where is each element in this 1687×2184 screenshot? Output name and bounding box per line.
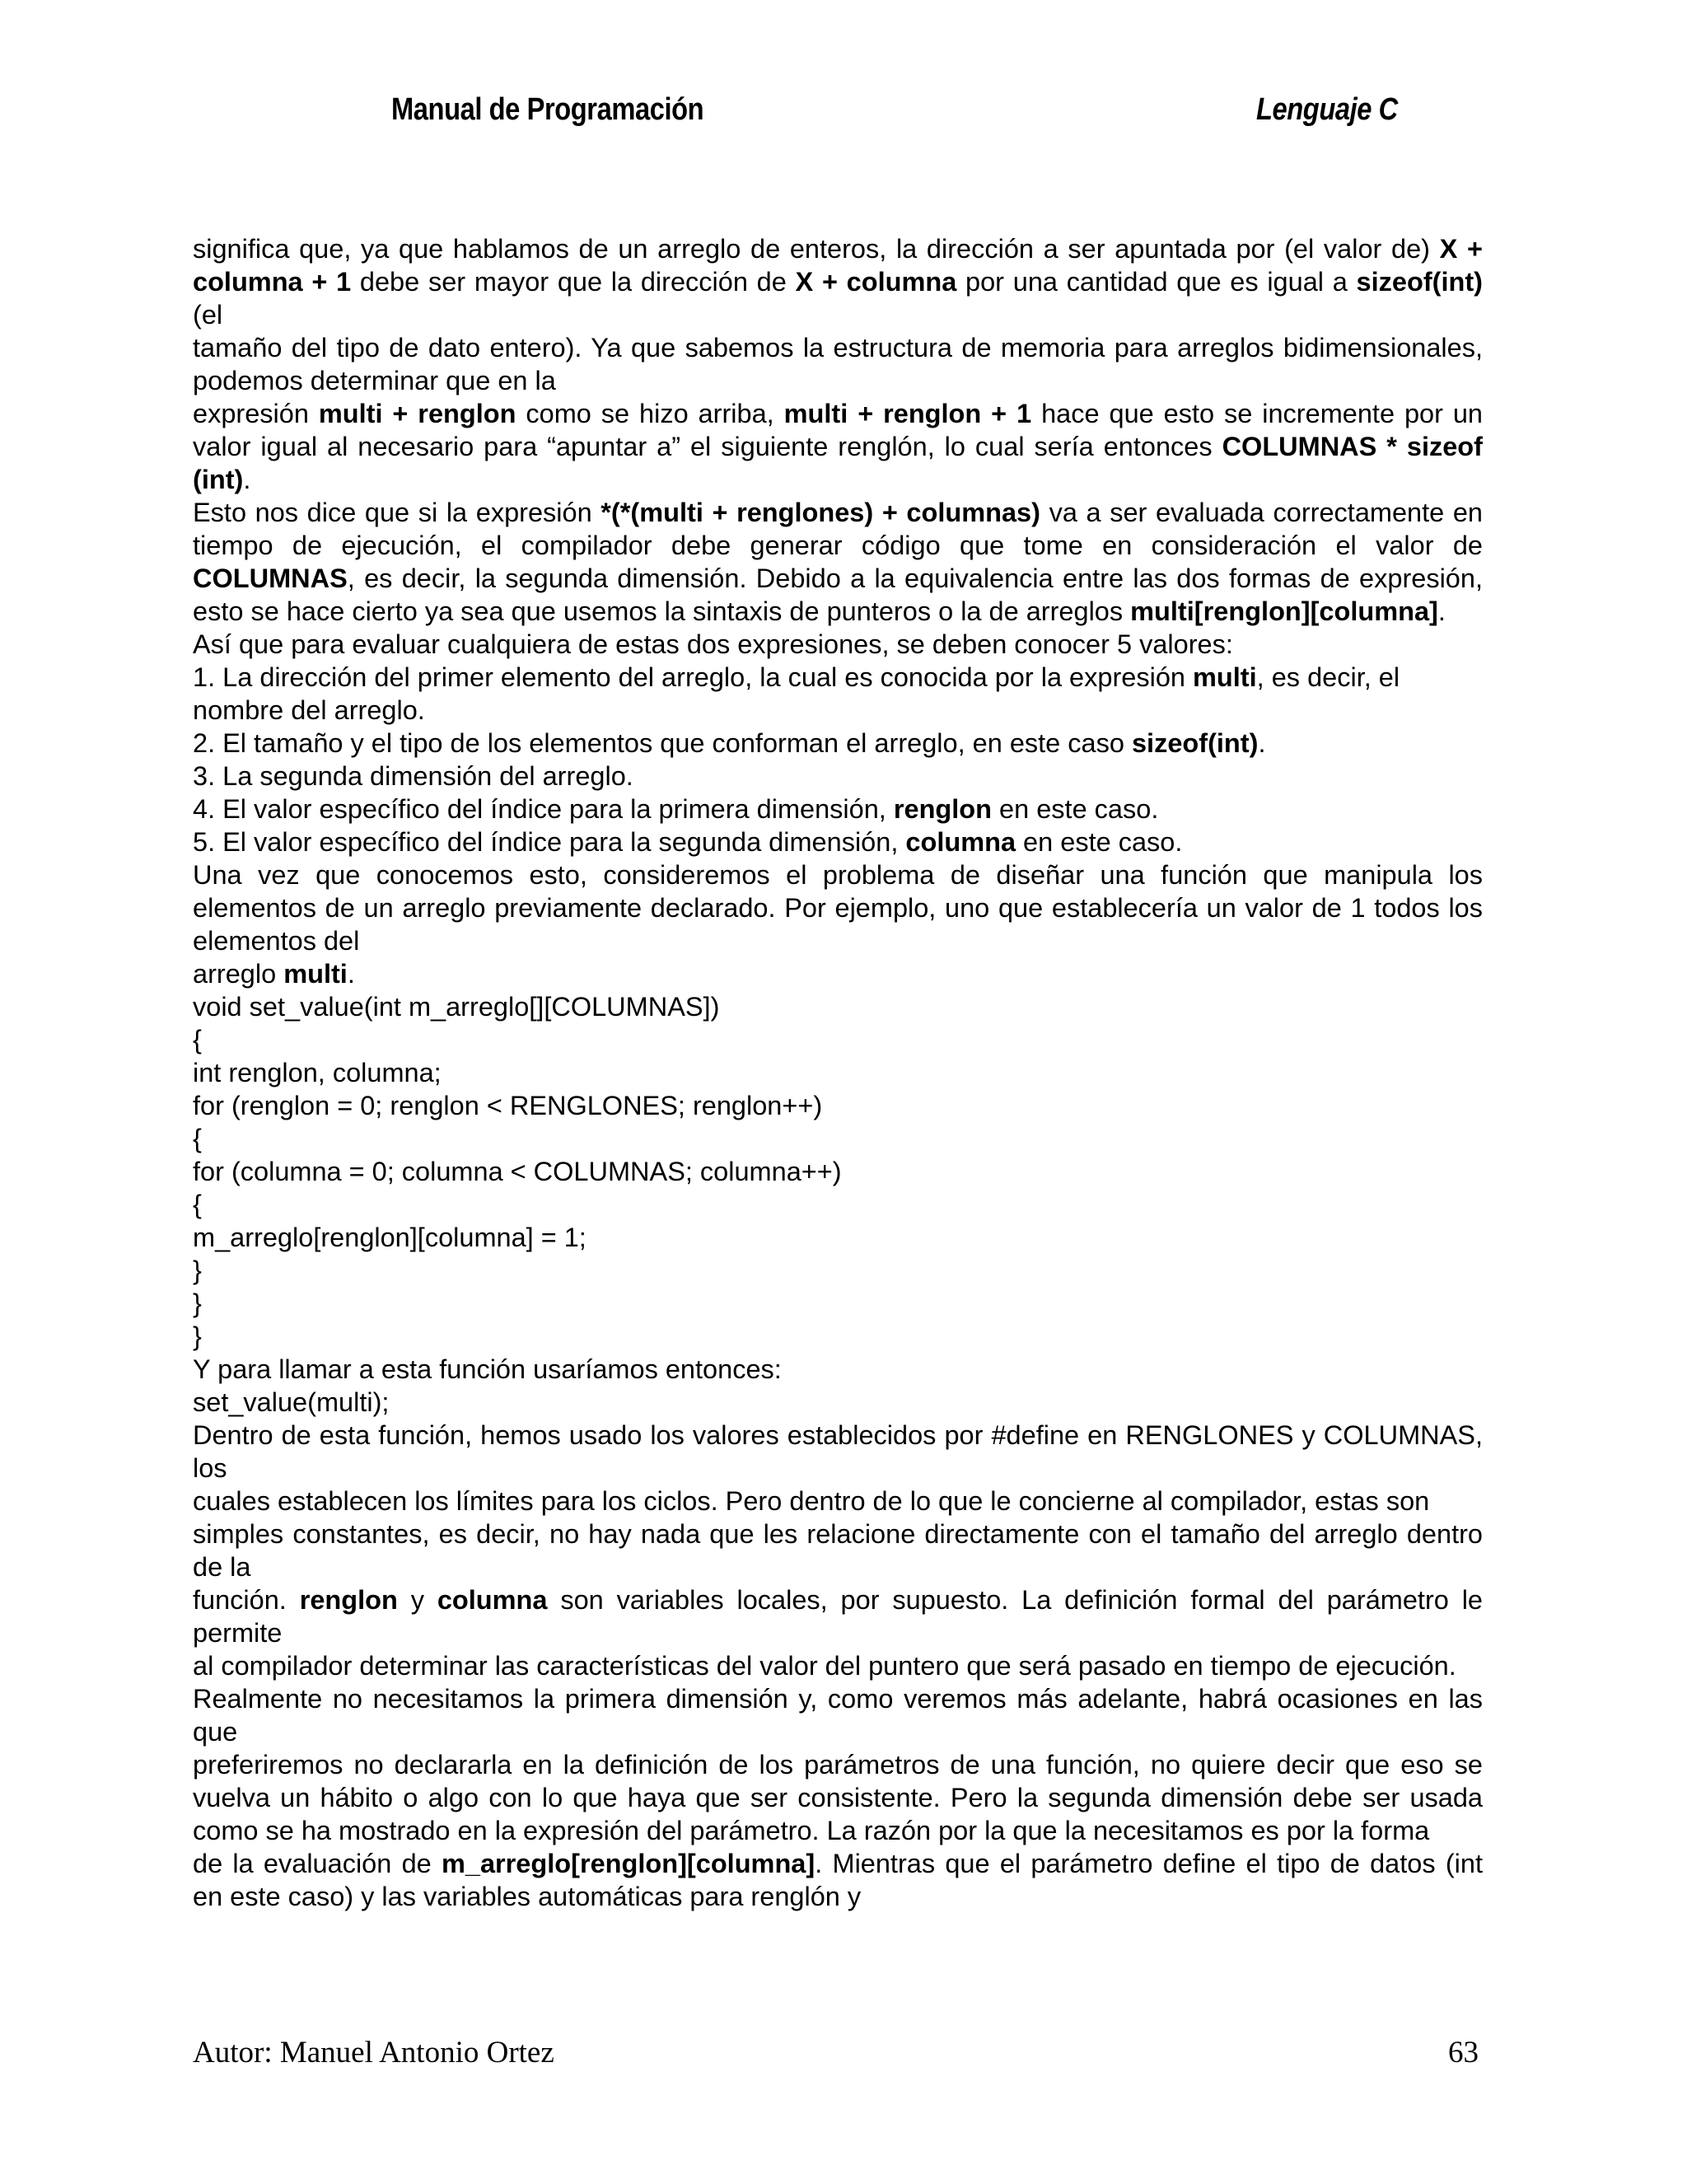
code-line: set_value(multi); xyxy=(193,1387,390,1417)
paragraph: Y para llamar a esta función usaríamos entonces: xyxy=(193,1354,782,1384)
list-item: 3. La segunda dimensión del arreglo. xyxy=(193,761,633,791)
paragraph: tamaño del tipo de dato entero). Ya que sabemos la estructura de memoria para arreglos bidimensionales, podemos determinar que en la xyxy=(193,333,1483,395)
paragraph: significa que, ya que hablamos de un arreglo de enteros, la dirección a ser apuntada por (el valor de) X + columna + 1 debe ser mayor que la dirección de X + columna por una cantidad que es igual a sizeof(int) (el xyxy=(193,234,1484,330)
list-item: 5. El valor específico del índice para la segunda dimensión, columna en este caso. xyxy=(193,827,1183,857)
paragraph: Realmente no necesitamos la primera dimensión y, como veremos más adelante, habrá ocasiones en las que xyxy=(193,1684,1483,1747)
list-item: 1. La dirección del primer elemento del arreglo, la cual es conocida por la expresión multi, es decir, el nombre del arreglo. xyxy=(193,662,1400,725)
page-number: 63 xyxy=(1448,2036,1479,2069)
code-line: } xyxy=(193,1321,202,1351)
code-block xyxy=(193,990,1483,1353)
footer-author: Autor: Manuel Antonio Ortez xyxy=(193,2036,554,2069)
paragraph: Una vez que conocemos esto, consideremos el problema de diseñar una función que manipula los elementos de un arreglo previamente declarado. Por ejemplo, uno que establecería un valor de 1 todos los elementos del xyxy=(193,860,1483,956)
paragraph: arreglo multi. xyxy=(193,959,355,989)
code-line: { xyxy=(193,1190,202,1219)
code-line: void set_value(int m_arreglo[][COLUMNAS]) xyxy=(193,992,720,1022)
paragraph: preferiremos no declararla en la definición de los parámetros de una función, no quiere decir que eso se vuelva un hábito o algo con lo que haya que ser consistente. Pero la segunda dimensión debe ser usada como se ha mostrado en la expresión del parámetro. La razón por la que la necesitamos es por la forma xyxy=(193,1750,1483,1845)
list-item: 2. El tamaño y el tipo de los elementos que conforman el arreglo, en este caso sizeof(int). xyxy=(193,728,1266,758)
paragraph: función. renglon y columna son variables locales, por supuesto. La definición formal del parámetro le permite xyxy=(193,1585,1483,1648)
code-line: } xyxy=(193,1288,202,1318)
code-line: { xyxy=(193,1124,202,1153)
paragraph: al compilador determinar las características del valor del puntero que será pasado en tiempo de ejecución. xyxy=(193,1651,1456,1681)
code-line: m_arreglo[renglon][columna] = 1; xyxy=(193,1223,586,1252)
paragraph: Dentro de esta función, hemos usado los valores establecidos por #define en RENGLONES y COLUMNAS, los xyxy=(193,1420,1483,1483)
paragraph: Esto nos dice que si la expresión *(*(multi + renglones) + columnas) va a ser evaluada correctamente en tiempo de ejecución, el compilador debe generar código que tome en consideración el valor de COLUMNAS, es decir, la segunda dimensión. Debido a la equivalencia entre las dos formas de expresión, esto se hace cierto ya sea que usemos la sintaxis de punteros o la de arreglos multi[renglon][columna]. xyxy=(193,498,1483,626)
page-body xyxy=(193,232,1483,1913)
code-line: int renglon, columna; xyxy=(193,1058,442,1087)
paragraph: expresión multi + renglon como se hizo arriba, multi + renglon + 1 hace que esto se incremente por un valor igual al necesario para “apuntar a” el siguiente renglón, lo cual sería entonces COLUMNAS * sizeof (int). xyxy=(193,399,1483,494)
paragraph: cuales establecen los límites para los ciclos. Pero dentro de lo que le concierne al compilador, estas son xyxy=(193,1486,1430,1516)
code-line: { xyxy=(193,1025,202,1055)
code-line: for (renglon = 0; renglon < RENGLONES; renglon++) xyxy=(193,1091,823,1120)
paragraph: simples constantes, es decir, no hay nada que les relacione directamente con el tamaño del arreglo dentro de la xyxy=(193,1519,1483,1582)
code-line: } xyxy=(193,1256,202,1285)
header-title: Manual de Programación xyxy=(391,92,704,127)
header-subject: Lenguaje C xyxy=(1256,92,1398,127)
list-item: 4. El valor específico del índice para la primera dimensión, renglon en este caso. xyxy=(193,794,1159,824)
code-line: for (columna = 0; columna < COLUMNAS; columna++) xyxy=(193,1157,842,1186)
paragraph: de la evaluación de m_arreglo[renglon][columna]. Mientras que el parámetro define el tipo de datos (int en este caso) y las variables automáticas para renglón y xyxy=(193,1849,1483,1911)
paragraph: Así que para evaluar cualquiera de estas dos expresiones, se deben conocer 5 valores: xyxy=(193,629,1233,659)
